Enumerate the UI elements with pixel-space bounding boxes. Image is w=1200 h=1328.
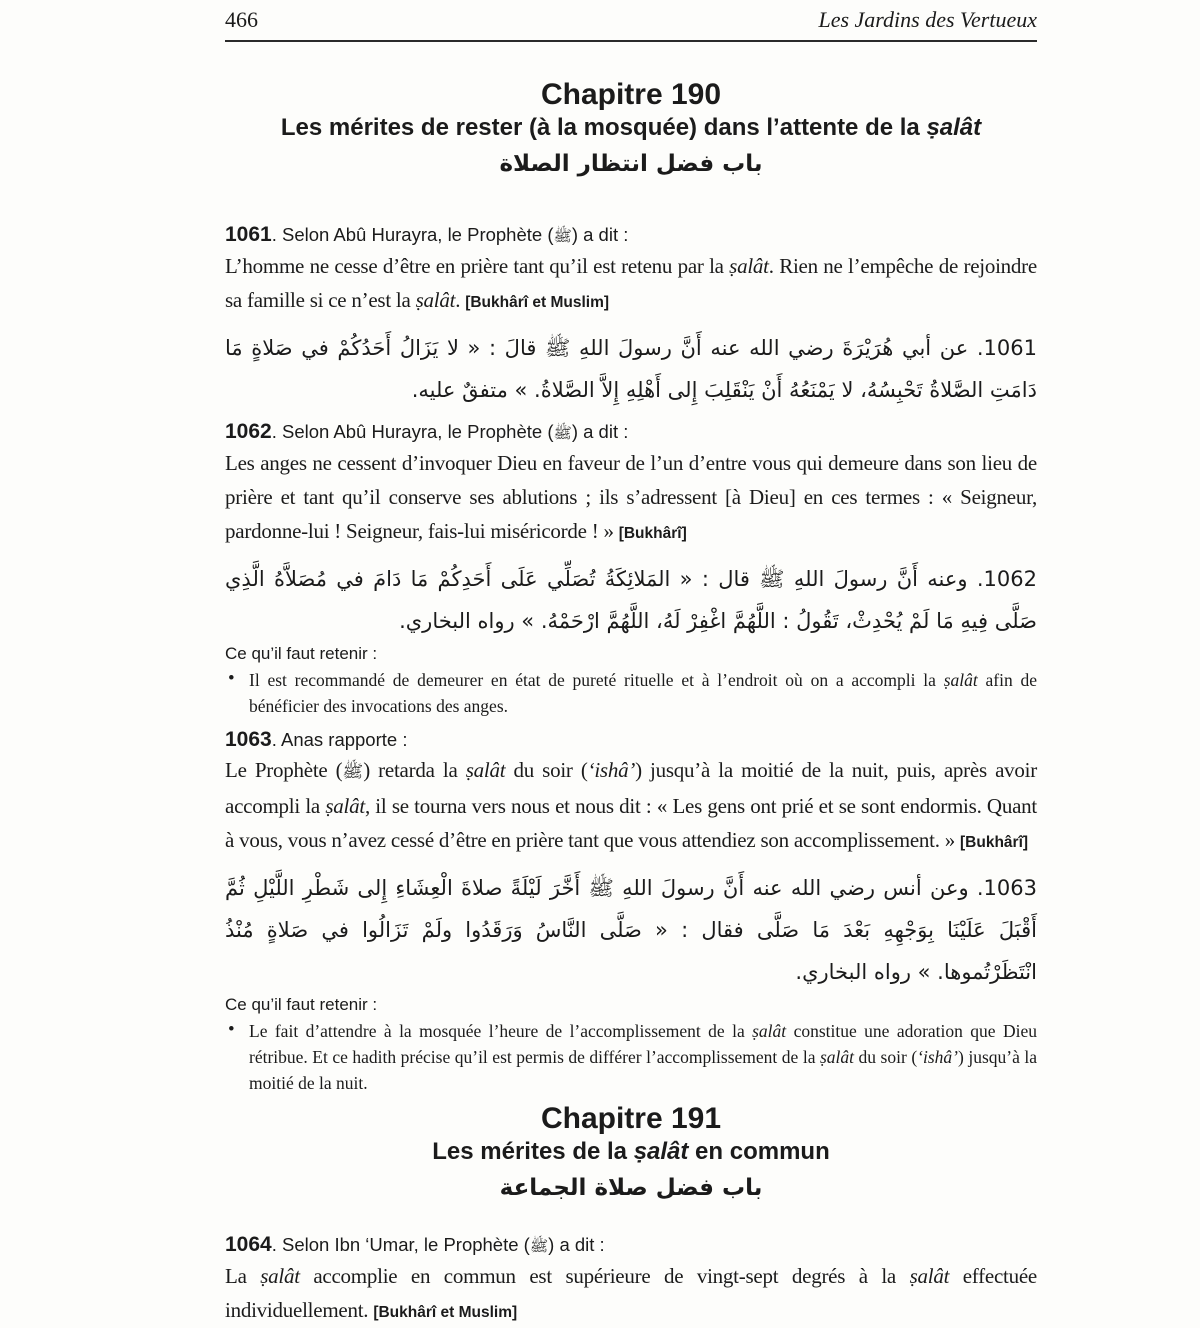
- chapter-191: [225, 1104, 1037, 1328]
- page-number: 466: [225, 7, 258, 32]
- page-content: [225, 80, 1037, 1328]
- key-point-item: [225, 667, 1037, 719]
- chapter-190: [225, 80, 1037, 1096]
- hadith-text-french: Les anges ne cessent d’invoquer Dieu en faveur de l’un d’entre vous qui demeure dans son lieu de prière et tant qu’il conserve ses ablutions ; ils s’adressent [à Dieu] en ces termes : « Seigneur, pardonne-lui ! Seigneur, fais-lui miséricorde ! » [Bukhârî]: [225, 451, 1037, 543]
- key-points-list: [225, 667, 1037, 719]
- hadith-narrator-line: 1062. Selon Abû Hurayra, le Prophète (ﷺ) a dit :: [225, 420, 629, 443]
- hadith-1063: [225, 729, 1037, 1096]
- hadith-1061: [225, 224, 1037, 411]
- page-header: [225, 7, 1037, 42]
- key-points: [225, 995, 1037, 1096]
- hadith-text-french: Le Prophète (ﷺ) retarda la ṣalât du soir (‘ishâ’) jusqu’à la moitié de la nuit, puis, après avoir accompli la ṣalât, il se tourna vers nous et nous dit : « Les gens ont prié et se sont endormis. Quant à vous, vous n’avez cessé d’être en prière tant que vous attendiez son accomplissement. » [Bukhârî]: [225, 758, 1037, 852]
- chapter-title: Les mérites de la ṣalât en commun: [432, 1138, 830, 1165]
- chapter-191-heading-block: [225, 1104, 1037, 1204]
- chapter-190-heading-block: [225, 80, 1037, 180]
- chapter-title-arabic: باب فضل انتظار الصلاة: [499, 151, 763, 177]
- hadith-text-french: L’homme ne cesse d’être en prière tant qu’il est retenu par la ṣalât. Rien ne l’empêche de rejoindre sa famille si ce n’est la ṣalât. [Bukhârî et Muslim]: [225, 254, 1037, 312]
- book-title: Les Jardins des Vertueux: [818, 7, 1037, 32]
- hadith-text-arabic: 1062. وعنه أَنَّ رسولَ اللهِ ﷺ قال : « المَلائِكَةُ تُصَلِّي عَلَى أَحَدِكُمْ مَا دَامَ في مُصَلاَّهُ الَّذِي صَلَّى فِيهِ مَا لَمْ يُحْدِثْ، تَقُولُ : اللَّهُمَّ اغْفِرْ لَهُ، اللَّهُمَّ ارْحَمْهُ. » رواه البخاري.: [225, 567, 1037, 633]
- bullet-icon: •: [228, 668, 235, 689]
- hadith-text-arabic: 1063. وعن أنس رضي الله عنه أَنَّ رسولَ اللهِ ﷺ أَخَّرَ لَيْلَةً صلاةَ الْعِشَاءِ إِلى شَطْرِ اللَّيْلِ ثُمَّ أَقْبَلَ عَلَيْنَا بِوَجْهِهِ بَعْدَ مَا صَلَّى فقال : « صَلَّى النَّاسُ وَرَقَدُوا ولَمْ تَزَالُوا في صَلاةٍ مُنْذُ انْتَظَرْتُموها. » رواه البخاري.: [225, 876, 1037, 984]
- hadith-1062: [225, 421, 1037, 719]
- key-points-label: Ce qu’il faut retenir :: [225, 995, 378, 1014]
- chapter-number: Chapitre 190: [540, 78, 722, 111]
- chapter-title: Les mérites de rester (à la mosquée) dans l’attente de la ṣalât: [280, 114, 982, 141]
- key-point-text: Il est recommandé de demeurer en état de pureté rituelle et à l’endroit où on a accompli la ṣalât afin de bénéficier des invocations des anges.: [249, 670, 1037, 716]
- hadith-narrator-line: 1061. Selon Abû Hurayra, le Prophète (ﷺ) a dit :: [225, 223, 629, 246]
- hadith-text-french: La ṣalât accomplie en commun est supérieure de vingt-sept degrés à la ṣalât effectuée individuellement. [Bukhârî et Muslim]: [225, 1264, 1037, 1322]
- key-point-item: [225, 1018, 1037, 1096]
- bullet-icon: •: [228, 1019, 235, 1040]
- chapter-title-arabic: باب فضل صلاة الجماعة: [499, 1175, 763, 1201]
- hadith-text-arabic: 1061. عن أبي هُرَيْرَةَ رضي الله عنه أَنَّ رسولَ اللهِ ﷺ قالَ : « لا يَزَالُ أَحَدُكُمْ في صَلاةٍ مَا دَامَتِ الصَّلاةُ تَحْبِسُهُ، لا يَمْنَعُهُ أَنْ يَنْقَلِبَ إِلى أَهْلِهِ إِلاَّ الصَّلاةُ. » متفقٌ عليه.: [225, 336, 1037, 402]
- hadith-narrator-line: 1064. Selon Ibn ‘Umar, le Prophète (ﷺ) a dit :: [225, 1233, 605, 1256]
- key-point-text: Le fait d’attendre à la mosquée l’heure de l’accomplissement de la ṣalât constitue une adoration que Dieu rétribue. Et ce hadith précise qu’il est permis de différer l’accomplissement de la ṣalât du soir (‘ishâ’) jusqu’à la moitié de la nuit.: [249, 1021, 1037, 1093]
- key-points: [225, 644, 1037, 719]
- chapter-number: Chapitre 191: [540, 1102, 722, 1135]
- hadith-1064: [225, 1234, 1037, 1328]
- key-points-label: Ce qu’il faut retenir :: [225, 644, 378, 663]
- hadith-narrator-line: 1063. Anas rapporte :: [225, 728, 408, 751]
- key-points-list: [225, 1018, 1037, 1096]
